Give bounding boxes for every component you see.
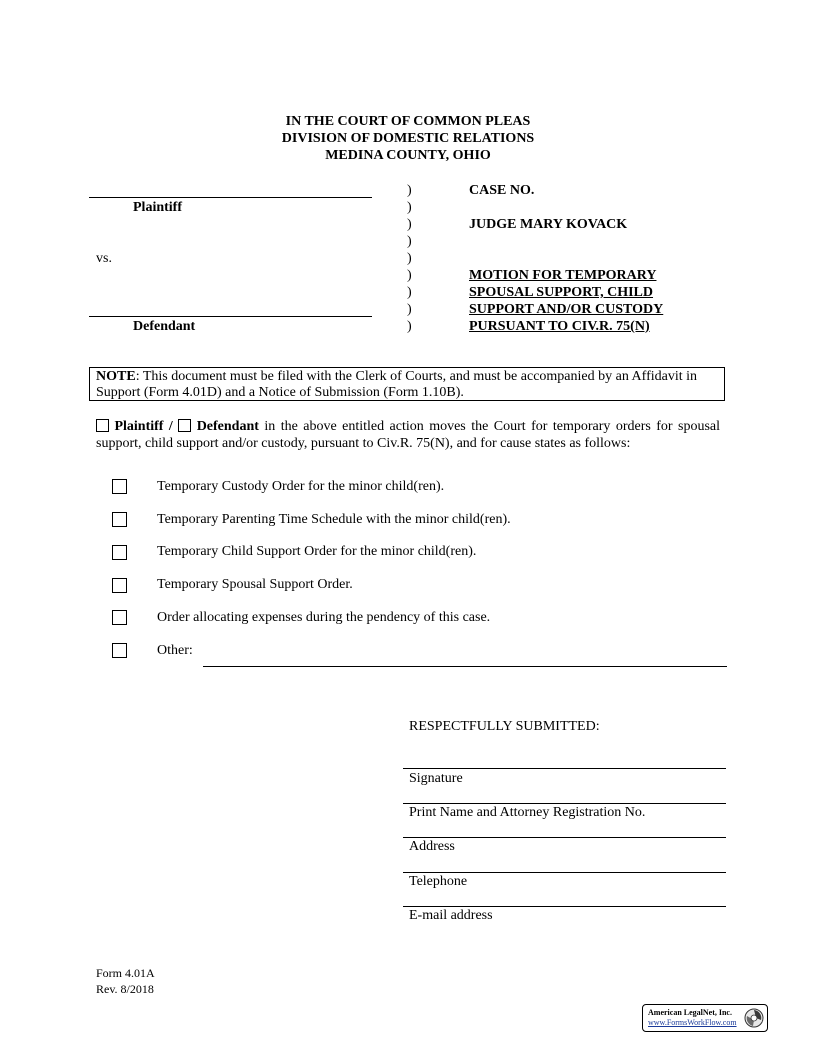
note-label: NOTE (96, 369, 136, 384)
expenses-order-checkbox[interactable] (112, 610, 127, 625)
spousal-support-checkbox[interactable] (112, 578, 127, 593)
defendant-checkbox[interactable] (178, 419, 191, 432)
attorney-name-label: Print Name and Attorney Registration No. (409, 805, 646, 820)
signature-line[interactable] (403, 768, 726, 769)
motion-title-line: SPOUSAL SUPPORT, CHILD (469, 285, 654, 300)
plaintiff-option-label: Plaintiff (114, 419, 164, 434)
plaintiff-label: Plaintiff (133, 200, 182, 215)
party-separator: / (163, 419, 179, 434)
other-label: Other: (157, 643, 193, 658)
form-number: Form 4.01A (96, 966, 155, 980)
form-footer (96, 965, 155, 997)
vs-label: vs. (96, 251, 112, 266)
caption-paren: ) (407, 183, 412, 198)
badge-url[interactable]: www.FormsWorkFlow.com (648, 1018, 737, 1027)
court-county: MEDINA COUNTY, OHIO (325, 148, 491, 163)
defendant-option-label: Defendant (196, 419, 259, 434)
motion-title-line: SUPPORT AND/OR CUSTODY (469, 302, 664, 317)
plaintiff-checkbox[interactable] (96, 419, 109, 432)
note-text: : This document must be filed with the Clerk of Courts, and must be accompanied by an Affidavit in Support (Form 4.01D) and a Notice of Submission (Form 1.10B). (96, 369, 698, 400)
court-heading (0, 113, 816, 164)
globe-logo-icon (744, 1008, 764, 1028)
badge-company: American LegalNet, Inc. (648, 1008, 732, 1017)
email-label: E-mail address (409, 908, 493, 923)
motion-intro (96, 418, 720, 452)
other-text-line[interactable] (203, 666, 727, 667)
defendant-name-line[interactable] (89, 316, 372, 317)
filing-note (89, 367, 725, 401)
legalnet-badge[interactable] (642, 1004, 768, 1032)
parenting-time-checkbox[interactable] (112, 512, 127, 527)
caption-paren: ) (407, 251, 412, 266)
plaintiff-name-line[interactable] (89, 197, 372, 198)
spousal-support-label: Temporary Spousal Support Order. (157, 577, 353, 592)
court-division: DIVISION OF DOMESTIC RELATIONS (281, 131, 535, 146)
child-support-label: Temporary Child Support Order for the minor child(ren). (157, 544, 477, 559)
motion-title-line: PURSUANT TO CIV.R. 75(N) (469, 319, 650, 334)
case-number-label: CASE NO. (469, 183, 535, 198)
address-label: Address (409, 839, 455, 854)
signature-label: Signature (409, 771, 463, 786)
caption-paren: ) (407, 217, 412, 232)
caption-paren: ) (407, 268, 412, 283)
defendant-label: Defendant (133, 319, 196, 334)
intro-text: in the above entitled action moves the Court for temporary orders for spousal support, child support and/or custody, pursuant to Civ.R. 75(N), and for cause states as follows: (96, 419, 721, 451)
judge-name: JUDGE MARY KOVACK (469, 217, 628, 232)
caption-paren: ) (407, 319, 412, 334)
caption-paren: ) (407, 234, 412, 249)
caption-paren: ) (407, 200, 412, 215)
telephone-label: Telephone (409, 874, 468, 889)
caption-paren: ) (407, 285, 412, 300)
form-revision: Rev. 8/2018 (96, 982, 154, 996)
custody-order-label: Temporary Custody Order for the minor child(ren). (157, 479, 445, 494)
court-name: IN THE COURT OF COMMON PLEAS (285, 114, 531, 129)
child-support-checkbox[interactable] (112, 545, 127, 560)
custody-order-checkbox[interactable] (112, 479, 127, 494)
respectfully-submitted-heading: RESPECTFULLY SUBMITTED: (409, 719, 600, 734)
other-checkbox[interactable] (112, 643, 127, 658)
expenses-order-label: Order allocating expenses during the pendency of this case. (157, 610, 491, 625)
caption-paren: ) (407, 302, 412, 317)
motion-title-line: MOTION FOR TEMPORARY (469, 268, 657, 283)
parenting-time-label: Temporary Parenting Time Schedule with the minor child(ren). (157, 512, 511, 527)
